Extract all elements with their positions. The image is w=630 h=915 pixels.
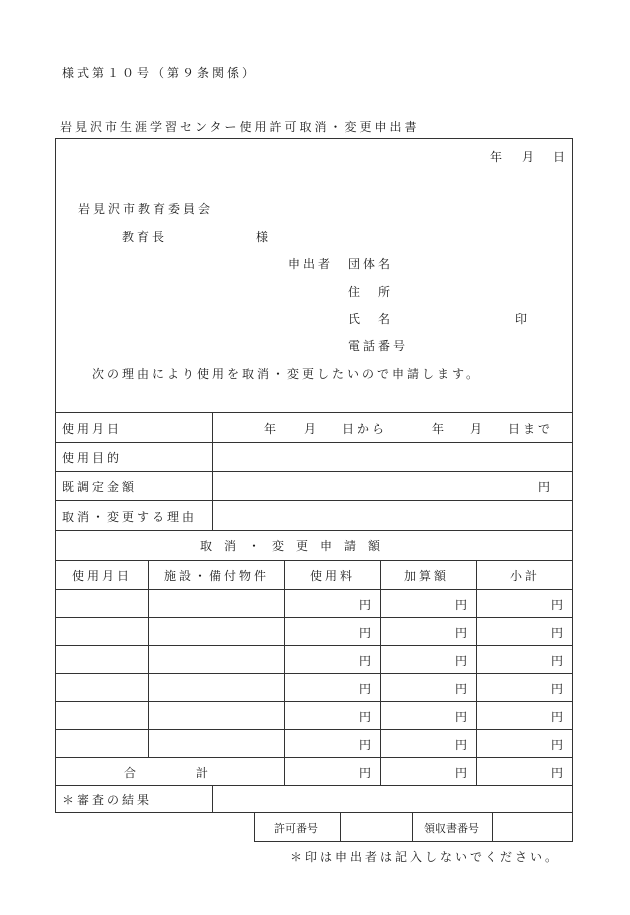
usage-from: 日から: [342, 422, 388, 436]
purpose-label: 使用目的: [62, 451, 123, 465]
row2-add-yen: 円: [455, 626, 468, 640]
addressee-org: 岩見沢市教育委員会: [78, 202, 214, 216]
footnote: ＊印は申出者は記入しないでください。: [290, 850, 561, 864]
form-number: 様式第１０号（第９条関係）: [62, 66, 258, 80]
divider-table-row3: [55, 673, 573, 674]
divider-row1: [55, 442, 573, 443]
divider-table-row2: [55, 645, 573, 646]
row4-fee-yen: 円: [359, 682, 372, 696]
phone-label: 電話番号: [348, 339, 409, 353]
receipt-divider-2: [492, 812, 493, 842]
applicant-label: 申出者: [288, 257, 334, 271]
header-usage-date: 使用月日: [72, 569, 133, 583]
request-amount-heading: 取 消 ・ 変 更 申 請 額: [200, 539, 381, 553]
row3-sub-yen: 円: [551, 654, 564, 668]
date-month: 月: [522, 150, 535, 164]
row3-add-yen: 円: [455, 654, 468, 668]
receipt-number-label: 領収書番号: [424, 822, 479, 835]
row6-sub-yen: 円: [551, 738, 564, 752]
bottom-row-mask: [54, 813, 254, 843]
date-year: 年: [490, 150, 503, 164]
usage-year-2: 年: [432, 422, 445, 436]
addressee-title: 教育長: [122, 230, 168, 244]
total-add-yen: 円: [455, 766, 468, 780]
name-label: 氏 名: [348, 312, 394, 326]
usage-month-2: 月: [470, 422, 483, 436]
row1-add-yen: 円: [455, 598, 468, 612]
total-label: 合 計: [124, 766, 209, 780]
divider-upper: [55, 412, 573, 413]
usage-month-1: 月: [304, 422, 317, 436]
divider-table-row6: [55, 757, 573, 758]
total-sub-yen: 円: [551, 766, 564, 780]
addressee-honorific: 様: [256, 230, 269, 244]
table-col-divider-2: [284, 560, 285, 785]
row1-sub-yen: 円: [551, 598, 564, 612]
divider-row4: [55, 530, 573, 531]
label-column-divider: [212, 412, 213, 530]
row2-fee-yen: 円: [359, 626, 372, 640]
request-statement: 次の理由により使用を取消・変更したいので申請します。: [92, 367, 482, 381]
table-col-divider-4: [476, 560, 477, 785]
row5-fee-yen: 円: [359, 710, 372, 724]
header-subtotal: 小計: [510, 569, 541, 583]
row2-sub-yen: 円: [551, 626, 564, 640]
divider-row3: [55, 500, 573, 501]
review-label: ＊審査の結果: [62, 793, 153, 807]
group-name-label: 団体名: [348, 257, 394, 271]
usage-to: 日まで: [508, 422, 554, 436]
form-title: 岩見沢市生涯学習センター使用許可取消・変更申出書: [60, 120, 420, 134]
row4-add-yen: 円: [455, 682, 468, 696]
permit-divider: [340, 812, 341, 842]
header-additional: 加算額: [404, 569, 450, 583]
divider-table-row4: [55, 701, 573, 702]
row5-add-yen: 円: [455, 710, 468, 724]
row6-fee-yen: 円: [359, 738, 372, 752]
usage-date-label: 使用月日: [62, 422, 123, 436]
permit-left-border: [254, 812, 255, 842]
address-label: 住 所: [348, 285, 394, 299]
total-fee-yen: 円: [359, 766, 372, 780]
row4-sub-yen: 円: [551, 682, 564, 696]
seal-mark: 印: [515, 312, 528, 326]
header-usage-fee: 使用料: [310, 569, 356, 583]
table-col-divider-3: [380, 560, 381, 785]
row1-fee-yen: 円: [359, 598, 372, 612]
reason-label: 取消・変更する理由: [62, 510, 198, 524]
divider-heading: [55, 560, 573, 561]
divider-row2: [55, 471, 573, 472]
permit-number-label: 許可番号: [274, 822, 318, 835]
row6-add-yen: 円: [455, 738, 468, 752]
date-day: 日: [553, 150, 566, 164]
divider-total: [55, 785, 573, 786]
divider-table-row1: [55, 617, 573, 618]
fixed-amount-yen: 円: [538, 480, 551, 494]
row3-fee-yen: 円: [359, 654, 372, 668]
table-col-divider-1: [148, 560, 149, 757]
header-facility: 施設・備付物件: [164, 569, 270, 583]
usage-year-1: 年: [264, 422, 277, 436]
row5-sub-yen: 円: [551, 710, 564, 724]
divider-table-header: [55, 589, 573, 590]
fixed-amount-label: 既調定金額: [62, 480, 138, 494]
divider-table-row5: [55, 729, 573, 730]
review-divider: [212, 785, 213, 812]
receipt-divider-1: [412, 812, 413, 842]
